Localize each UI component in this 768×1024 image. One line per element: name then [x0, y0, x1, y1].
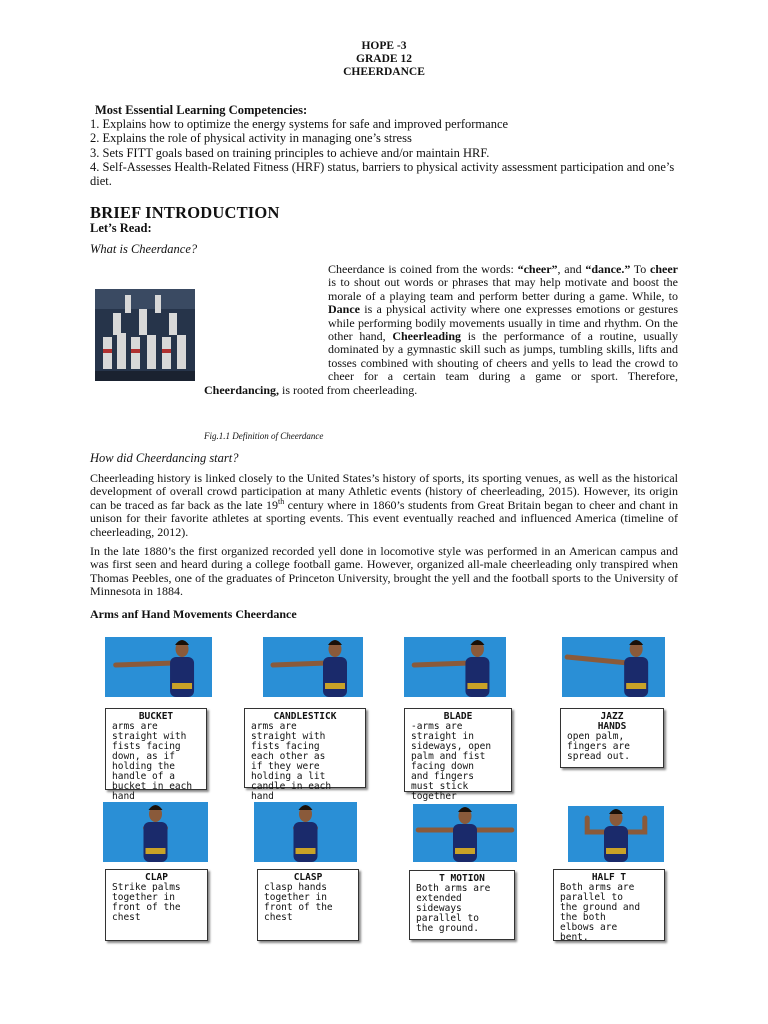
competencies-title: Most Essential Learning Competencies: [95, 103, 308, 117]
history-paragraph-1 [90, 472, 678, 539]
blade-photo [404, 637, 506, 697]
movements-title: Arms anf Hand Movements Cheerdance [90, 607, 297, 621]
clasp-figure [254, 802, 357, 862]
blade-figure [404, 637, 506, 697]
def-term-dance-quote: “dance.” [585, 262, 631, 276]
clasp-card [257, 869, 359, 941]
def-text-i: is a physical activity where one expresses emotions or gestures while performing bodily movements usually in time and rhythm. On the other hand, [328, 302, 678, 344]
competency-2: 2. Explains the role of physical activity in managing one’s stress [90, 131, 412, 146]
candlestick-photo [263, 637, 363, 697]
def-term-cheerleading: Cheerleading [392, 329, 462, 344]
bucket-card-description: arms are straight with fists facing down, as if holding the handle of a bucket in each hand [112, 721, 193, 802]
figure-caption: Fig.1.1 Definition of Cheerdance [204, 431, 324, 441]
photo-wrap-spacer [204, 263, 328, 381]
doc-title-cheerdance: CHEERDANCE [343, 66, 425, 78]
candlestick-figure [263, 637, 363, 697]
history-text-a: Cheerleading history is linked closely to the United States’s history of sports, its sporting venues, as well as the historical development of overall crowd participation at many Athletic events (history of cheerleading, 2015). However, its origin can be traced as far back as the late 19 [90, 471, 678, 512]
intro-heading: BRIEF INTRODUCTION [90, 203, 280, 222]
cheer-pyramid-illustration [95, 289, 195, 381]
t-motion-card-title: T MOTION [439, 873, 485, 884]
clasp-card-description: clasp hands together in front of the chest [264, 882, 333, 923]
bucket-card-title: BUCKET [138, 711, 174, 722]
jazz-hands-figure [562, 637, 665, 697]
jazz-hands-card-description: open palm, fingers are spread out. [567, 731, 630, 762]
clap-figure [103, 802, 208, 862]
candlestick-card-title: CANDLESTICK [273, 711, 337, 722]
def-text-c: , and [557, 262, 586, 276]
t-motion-card-description: Both arms are extended sideways parallel to the ground. [416, 883, 491, 934]
doc-title-hope: HOPE -3 [361, 40, 407, 52]
blade-card [404, 708, 512, 802]
clap-card-description: Strike palms together in front of the chest [112, 882, 181, 923]
def-term-cheer: cheer [650, 262, 679, 276]
history-text-b: century where in 1860’s students from Great Britain began to cheer and chant in unison for their favorite athletes at sporting events. This event eventually reached and influenced America (timeline of cheerleading, 2012). [90, 497, 678, 539]
cheerdance-definition-paragraph [204, 263, 678, 397]
bucket-photo [105, 637, 212, 697]
candlestick-card-description: arms are straight with fists facing each other as if they were holding a lit candle in each hand [251, 721, 332, 802]
half-t-card [553, 869, 665, 941]
def-text-a: Cheerdance is coined from the words: [328, 262, 518, 276]
doc-title-grade: GRADE 12 [356, 53, 412, 65]
clasp-photo [254, 802, 357, 862]
clap-photo [103, 802, 208, 862]
question-what-is-cheerdance: What is Cheerdance? [90, 242, 198, 256]
competency-1: 1. Explains how to optimize the energy systems for safe and improved performance [90, 117, 509, 132]
def-text-e: To [630, 262, 651, 276]
half-t-card-description: Both arms are parallel to the ground and the both elbows are bent. [560, 882, 641, 943]
competencies-section [90, 103, 690, 188]
question-how-start: How did Cheerdancing start? [90, 451, 239, 465]
def-text-m: is rooted from cheerleading. [279, 382, 418, 397]
lets-read-label: Let’s Read: [90, 221, 152, 235]
t-motion-card [409, 870, 515, 940]
clap-card [105, 869, 208, 941]
bucket-figure [105, 637, 212, 697]
candlestick-card [244, 708, 366, 802]
half-t-figure [568, 806, 664, 862]
superscript-th: th [278, 496, 285, 506]
def-term-dance: Dance [328, 302, 360, 317]
jazz-hands-card [560, 708, 664, 768]
jazz-hands-photo [562, 637, 665, 697]
competency-3: 3. Sets FITT goals based on training principles to achieve and/or maintain HRF. [90, 145, 490, 160]
def-term-cheer-quote: “cheer” [517, 262, 558, 276]
t-motion-figure [413, 804, 517, 862]
def-text-g: is to shout out words or phrases that may help motivate and boost the morale of a playing team and perform better during a game. While, to [328, 275, 678, 303]
cheer-pyramid-photo [95, 289, 195, 381]
clap-card-title: CLAP [145, 872, 168, 883]
def-text-k: is the performance of a routine, usually dominated by a gymnastic skill such as jumps, tumbling skills, lifts and tosses combined with shouting of cheers and yells to lead the crowd to cheer for a certain team during a game or sport. Therefore, [328, 329, 678, 384]
jazz-hands-card-title: JAZZ HANDS [597, 711, 627, 732]
blade-card-description: -arms are straight in sideways, open palm and fist facing down and fingers must stick together [411, 721, 492, 802]
def-term-cheerdancing: Cheerdancing, [204, 382, 279, 397]
blade-card-title: BLADE [443, 711, 473, 722]
history-paragraph-2: In the late 1880’s the first organized recorded yell done in locomotive style was performed in an American campus and was first seen and heard during a college football game. However, organized all-male cheerleading only transpired when Thomas Peebles, one of the graduates of Princeton University, brought the yell and the football sports to the University of Minnesota in 1884. [90, 544, 678, 599]
half-t-photo [568, 806, 664, 862]
half-t-card-title: HALF T [591, 872, 627, 883]
t-motion-photo [413, 804, 517, 862]
competency-4: 4. Self-Assesses Health-Related Fitness (HRF) status, barriers to physical activity assessment participation and one’s diet. [90, 159, 675, 189]
bucket-card [105, 708, 207, 802]
clasp-card-title: CLASP [293, 872, 323, 883]
